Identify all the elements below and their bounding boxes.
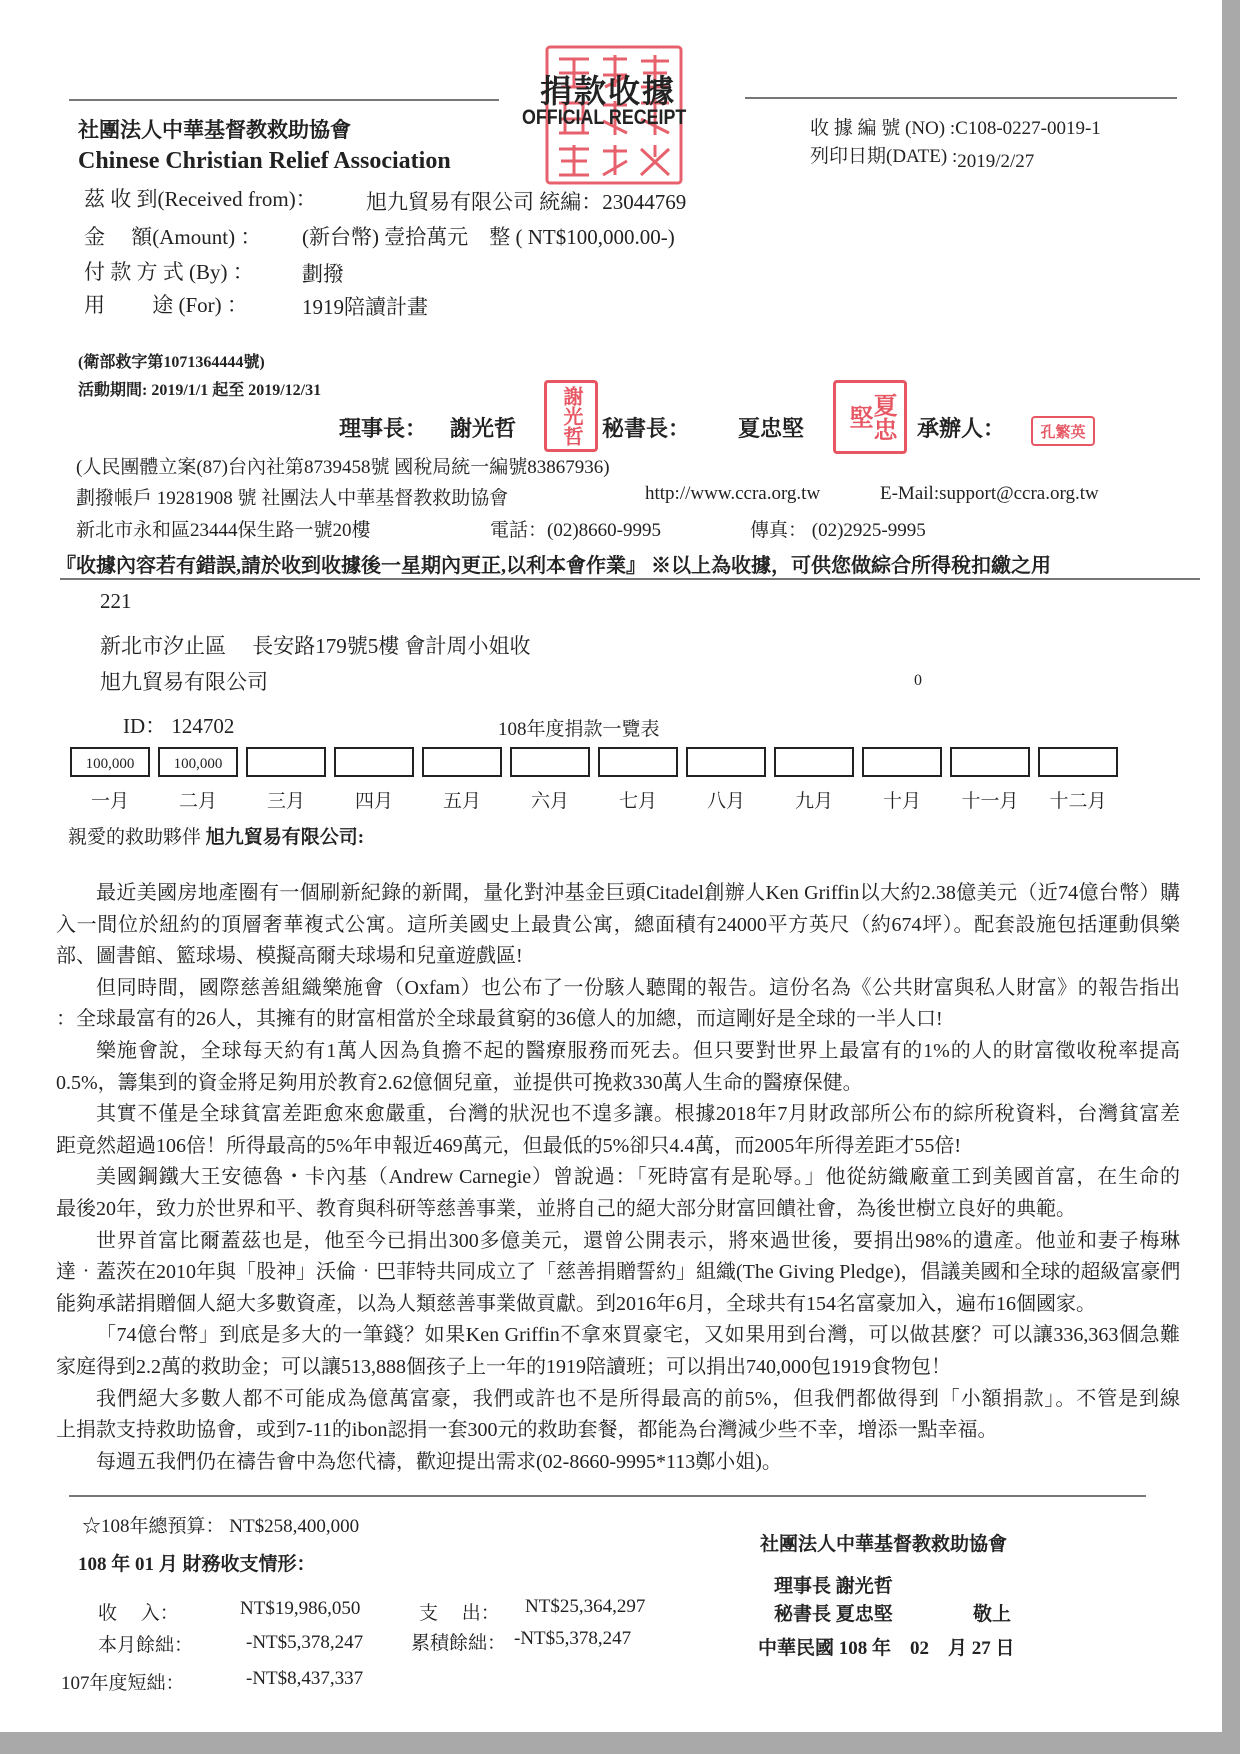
postal-account: 劃撥帳戶 19281908 號 社團法人中華基督教救助協會 — [76, 488, 509, 509]
donation-cell-1: 100,000 — [70, 747, 150, 777]
registration-info: (人民團體立案(87)台內社第8739458號 國稅局統一編號83867936) — [76, 457, 610, 478]
letter-line: 部、圖書館、籃球場、模擬高爾夫球場和兒童遊戲區! — [56, 945, 523, 968]
amount-label: 金 額(Amount) ： — [84, 225, 262, 249]
greeting: 親愛的救助夥伴 — [68, 827, 202, 848]
org-name-zh: 社團法人中華基督教救助協會 — [78, 118, 351, 142]
handler-seal — [1031, 416, 1095, 446]
amount-value: (新台幣) 壹拾萬元 整 ( NT$100,000.00-) — [302, 225, 675, 249]
letter-line: 但同時間，國際慈善組織樂施會（Oxfam）也公布了一份駭人聽聞的報告。這份名為《公共財富與私人財富》的報告指出 — [96, 976, 1180, 999]
mailing-company: 旭九貿易有限公司 — [100, 670, 268, 694]
prev-deficit-value: -NT$8,437,337 — [246, 1668, 364, 1689]
payment-method-value: 劃撥 — [302, 262, 344, 286]
month-label: 一月 — [90, 791, 129, 812]
print-date: 2019/2/27 — [957, 151, 1035, 172]
received-from-label: 茲 收 到(Received from)： — [84, 187, 317, 211]
donor-id: ID： 124702 — [123, 714, 235, 738]
letter-body — [56, 878, 1180, 1478]
mailing-address: 新北市汐止區 長安路179號5樓 會計周小姐收 — [100, 634, 531, 658]
greeting-recipient: 旭九貿易有限公司: — [205, 827, 365, 848]
closing-date: 中華民國 108 年 02 月 27 日 — [758, 1638, 1015, 1659]
month-label: 七月 — [618, 791, 657, 812]
month-label: 十一月 — [961, 791, 1019, 812]
fax: 傳真： (02)2925-9995 — [750, 520, 926, 541]
letter-line: 「74億台幣」到底是多大的一筆錢？如果Ken Griffin不拿來買豪宅，又如果用到台灣，可以做甚麼？可以讓336,363個急難 — [96, 1324, 1180, 1347]
letter-line: 能夠承諾捐贈個人絕大多數資產，以為人類慈善事業做貢獻。到2016年6月，全球共有154名富豪加入，遍布16個國家。 — [56, 1292, 1096, 1315]
month-label: 二月 — [178, 791, 217, 812]
cumulative-balance-value: -NT$5,378,247 — [514, 1628, 632, 1649]
letter-line: 最近美國房地產圈有一個刷新紀錄的新聞，量化對沖基金巨頭Citadel創辦人Ken Griffin以大約2.38億美元（近74億台幣）購 — [96, 882, 1180, 904]
expense-label: 支 出： — [419, 1603, 500, 1624]
income-label: 收 入： — [98, 1603, 179, 1624]
letter-line: 樂施會說，全球每天約有1萬人因為負擔不起的醫療服務而死去。但只要對世界上最富有的1%的人的財富徵收稅率提高 — [96, 1039, 1180, 1062]
permit-number: (衛部救字第1071364444號) — [78, 354, 265, 371]
payment-method-label: 付 款 方 式 (By) ： — [84, 260, 254, 284]
donation-cell-12 — [1038, 747, 1118, 777]
donation-cell-3 — [246, 747, 326, 777]
income-value: NT$19,986,050 — [240, 1598, 361, 1619]
month-label: 三月 — [266, 791, 305, 812]
letter-line: 美國鋼鐵大王安德魯・卡內基（Andrew Carnegie）曾說過：「死時富有是恥辱。」他從紡織廠童工到美國首富，在生命的 — [96, 1166, 1180, 1189]
email-link[interactable]: E-Mail:support@ccra.org.tw — [880, 483, 1099, 504]
prev-deficit-label: 107年度短絀： — [61, 1673, 185, 1694]
closing-regards: 敬上 — [973, 1604, 1012, 1625]
website-link[interactable]: http://www.ccra.org.tw — [645, 483, 821, 504]
zip-code: 221 — [100, 589, 132, 613]
donation-cell-11 — [950, 747, 1030, 777]
letter-line: 最後20年，致力於世界和平、教育與科研等慈善事業，並將自己的絕大部分財富回饋社會，為後世樹立良好的典範。 — [56, 1197, 1076, 1220]
secretary-label: 秘書長： — [602, 416, 691, 441]
divider — [60, 578, 1200, 580]
handler-seal-text: 孔繁英 — [1040, 424, 1086, 441]
received-from-value: 旭九貿易有限公司 統編：23044769 — [366, 190, 687, 214]
activity-period: 活動期間: 2019/1/1 起至 2019/12/31 — [78, 382, 322, 399]
mailing-code: 0 — [914, 672, 922, 689]
chair-name: 謝光哲 — [450, 416, 517, 441]
org-address: 新北市永和區23444保生路一號20樓 — [76, 520, 371, 541]
letter-line: 入一間位於紐約的頂層奢華複式公寓。這所美國史上最貴公寓，總面積有24000平方英尺（約674坪）。配套設施包括運動俱樂 — [56, 913, 1180, 936]
chair-seal-text: 謝光哲 — [560, 386, 582, 446]
cumulative-balance-label: 累積餘絀： — [411, 1633, 507, 1654]
month-balance-label: 本月餘絀： — [98, 1635, 194, 1656]
secretary-name: 夏忠堅 — [738, 416, 805, 441]
donation-cell-5 — [422, 747, 502, 777]
receipt-title: 捐款收據 — [540, 73, 677, 109]
donation-cell-4 — [334, 747, 414, 777]
donation-cell-8 — [686, 747, 766, 777]
letter-line: 上捐款支持救助協會，或到7-11的ibon認捐一套300元的救助套餐，都能為台灣減少些不幸，增添一點幸福。 — [56, 1419, 998, 1442]
month-label: 五月 — [442, 791, 481, 812]
divider — [69, 99, 499, 101]
donation-table-title: 108年度捐款一覽表 — [498, 719, 660, 740]
month-balance-value: -NT$5,378,247 — [246, 1632, 364, 1653]
letter-line: 每週五我們仍在禱告會中為您代禱，歡迎提出需求(02-8660-9995*113鄭小姐)。 — [96, 1450, 782, 1473]
scan-border-right — [1222, 0, 1240, 1754]
donation-cell-10 — [862, 747, 942, 777]
secretary-seal — [833, 380, 907, 454]
purpose-value: 1919陪讀計畫 — [302, 295, 428, 319]
annual-budget: ☆108年總預算： NT$258,400,000 — [82, 1516, 360, 1537]
print-date-label: 列印日期(DATE) : — [810, 146, 958, 167]
secretary-seal-text: 夏忠堅 — [845, 393, 895, 441]
letter-line: 達‧蓋茨在2010年與「股神」沃倫‧巴菲特共同成立了「慈善捐贈誓約」組織(The Giving Pledge)，倡議美國和全球的超級富豪們 — [56, 1261, 1180, 1284]
closing-chair: 理事長 謝光哲 — [774, 1576, 893, 1597]
chair-seal — [544, 380, 598, 452]
receipt-no: C108-0227-0019-1 — [955, 118, 1101, 139]
letter-line: ：全球最富有的26人，其擁有的財富相當於全球最貧窮的36億人的加總，而這剛好是全球的一半人口! — [56, 1008, 943, 1031]
letter-line: 0.5%，籌集到的資金將足夠用於教育2.62億個兒童，並提供可挽救330萬人生命的醫療保健。 — [56, 1071, 863, 1094]
donation-cell-6 — [510, 747, 590, 777]
letter-line: 世界首富比爾蓋茲也是，他至今已捐出300多億美元，還曾公開表示，將來過世後，要捐出98%的遺產。他並和妻子梅琳 — [96, 1229, 1180, 1252]
month-label: 六月 — [530, 791, 569, 812]
scan-border-bottom — [0, 1732, 1240, 1754]
month-label: 十月 — [882, 791, 921, 812]
finance-period: 108 年 01 月 財務收支情形： — [78, 1554, 316, 1575]
divider — [69, 1495, 1146, 1497]
divider — [745, 97, 1177, 99]
letter-line: 我們絕大多數人都不可能成為億萬富豪，我們或許也不是所得最高的前5%，但我們都做得到「小額捐款」。不管是到線 — [96, 1387, 1180, 1410]
letter-line: 家庭得到2.2萬的救助金；可以讓513,888個孩子上一年的1919陪讀班；可以捐出740,000包1919食物包！ — [56, 1355, 951, 1378]
notice: 『收據內容若有錯誤,請於收到收據後一星期內更正,以利本會作業』 ※以上為收據，可供您做綜合所得稅扣繳之用 — [56, 555, 1051, 577]
receipt-title-en: OFFICIAL RECEIPT — [522, 106, 687, 129]
letter-line: 其實不僅是全球貧富差距愈來愈嚴重，台灣的狀況也不遑多讓。根據2018年7月財政部所公布的綜所稅資料，台灣貧富差 — [96, 1103, 1180, 1126]
purpose-label: 用 途 (For) ： — [84, 293, 248, 317]
donation-cell-7 — [598, 747, 678, 777]
phone: 電話：(02)8660-9995 — [490, 520, 661, 541]
month-label: 十二月 — [1049, 791, 1107, 812]
handler-label: 承辦人： — [917, 416, 1006, 441]
closing-secretary: 秘書長 夏忠堅 — [774, 1604, 893, 1625]
receipt-no-label: 收 據 編 號 (NO) : — [810, 118, 956, 139]
expense-value: NT$25,364,297 — [525, 1596, 646, 1617]
letter-line: 距竟然超過106倍！所得最高的5%年申報近469萬元，但最低的5%卻只4.4萬，而2005年所得差距才55倍! — [56, 1134, 961, 1157]
org-name-en: Chinese Christian Relief Association — [78, 148, 451, 174]
donation-cell-2: 100,000 — [158, 747, 238, 777]
chair-label: 理事長： — [339, 416, 428, 441]
month-label: 四月 — [354, 791, 393, 812]
closing-org: 社團法人中華基督教救助協會 — [760, 1534, 1008, 1555]
month-label: 九月 — [794, 791, 833, 812]
month-label: 八月 — [706, 791, 745, 812]
donation-cell-9 — [774, 747, 854, 777]
